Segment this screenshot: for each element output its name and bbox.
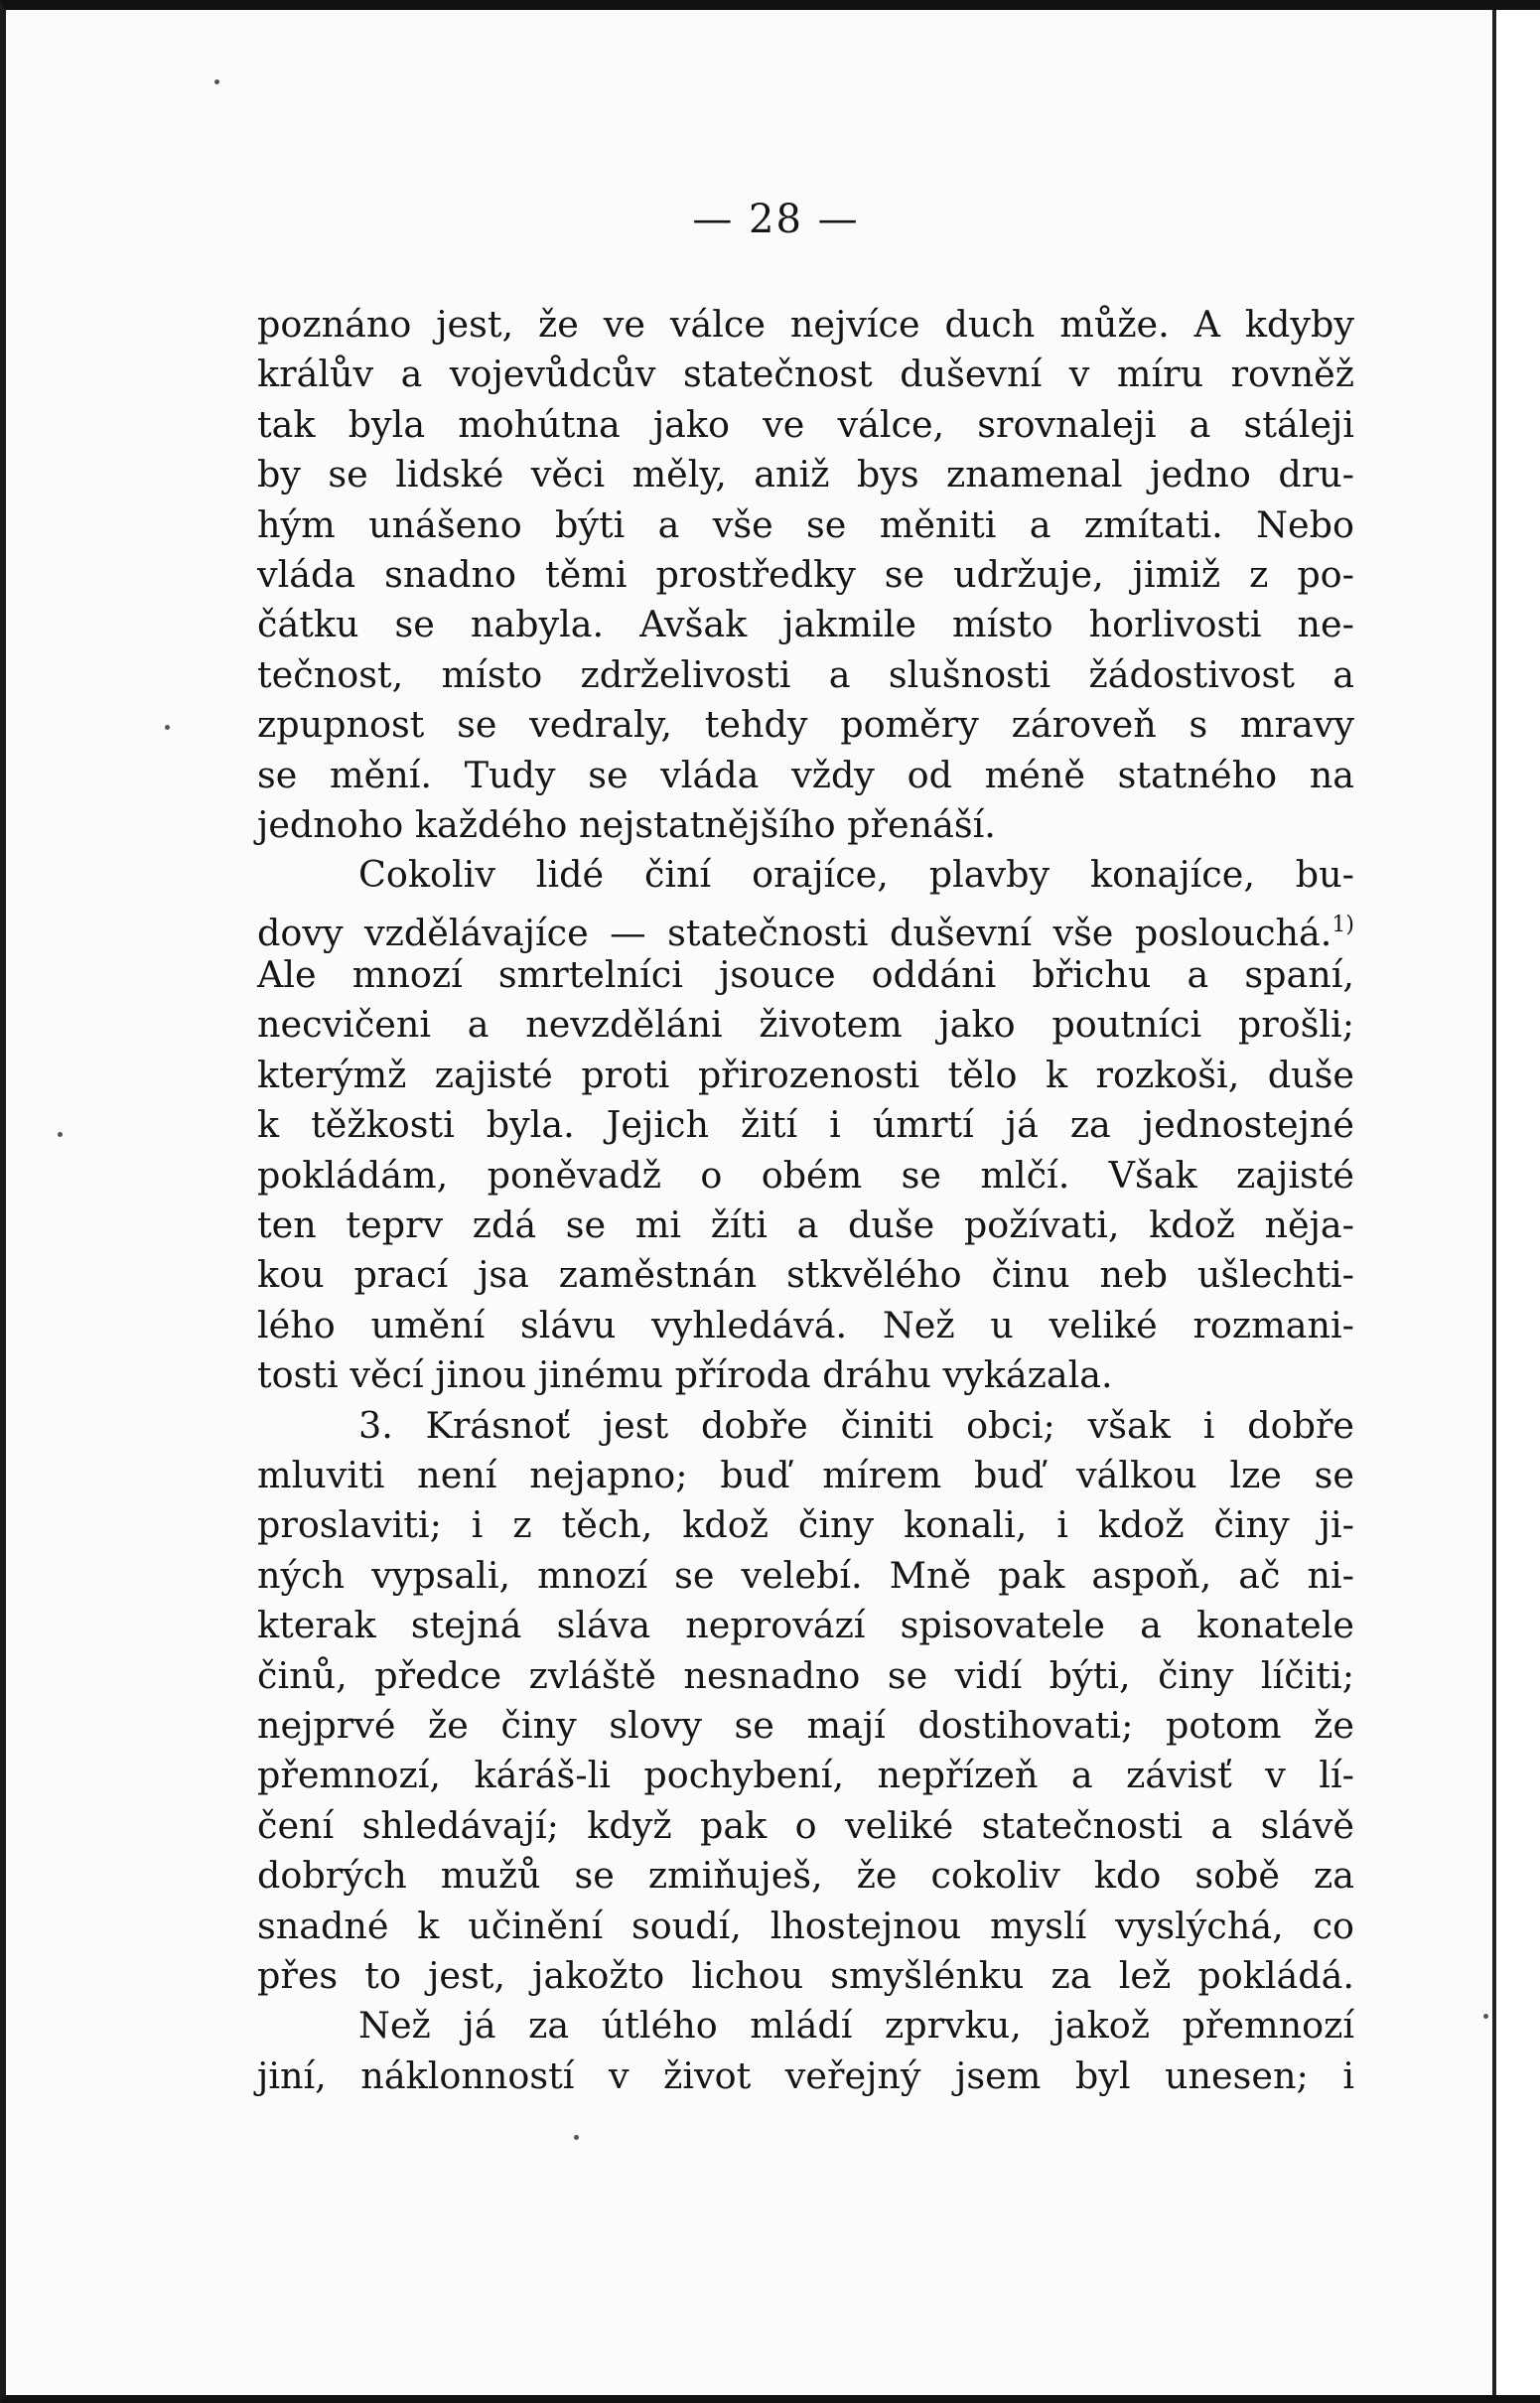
- text-line: přes to jest, jakožto lichou smyšlénku za lež pokládá.: [257, 1953, 1354, 1997]
- paper-speck: [58, 1132, 63, 1137]
- text-line: králův a vojevůdcův statečnost duševní v míru rovněž: [257, 353, 1354, 396]
- text-line: nejprvé že činy slovy se mají dostihovati; potom že: [257, 1703, 1354, 1747]
- paper-speck: [574, 2135, 579, 2140]
- text-line: pokládám, poněvadž o obém se mlčí. Však zajisté: [257, 1153, 1354, 1197]
- text-line: tečnost, místo zdrželivosti a slušnosti žádostivost a: [257, 652, 1354, 696]
- text-line: k těžkosti byla. Jejich žití i úmrtí já za jednostejné: [257, 1103, 1354, 1147]
- text-line: hým unášeno býti a vše se měniti a zmítati. Nebo: [257, 502, 1354, 546]
- text-line: čení shledávají; když pak o veliké statečnosti a slávě: [257, 1803, 1354, 1847]
- text-line: Ale mnozí smrtelníci jsouce oddáni břichu a spaní,: [257, 953, 1354, 997]
- text-line: lého umění slávu vyhledává. Než u veliké rozmani-: [257, 1303, 1354, 1346]
- text-line: jednoho každého nejstatnějšího přenáší.: [257, 802, 996, 846]
- text-line: ných vypsali, mnozí se velebí. Mně pak aspoň, ač ni-: [257, 1553, 1354, 1597]
- text-line: tak byla mohútna jako ve válce, srovnaleji a stáleji: [257, 402, 1354, 446]
- text-line: kterak stejná sláva neprovází spisovatele a konatele: [257, 1604, 1354, 1647]
- text-line: čátku se nabyla. Avšak jakmile místo horlivosti ne-: [257, 603, 1354, 646]
- text-line: proslaviti; i z těch, kdož činy konali, i kdož činy ji-: [257, 1503, 1354, 1547]
- text-line: poznáno jest, že ve válce nejvíce duch může. A kdyby: [257, 303, 1354, 346]
- text-line: jiní, náklonností v život veřejný jsem byl unesen; i: [257, 2053, 1354, 2097]
- text-line: mluviti není nejapno; buď mírem buď válkou lze se: [257, 1453, 1354, 1496]
- text-line: vláda snadno těmi prostředky se udržuje, jimiž z po-: [257, 552, 1354, 596]
- paper-speck: [165, 725, 170, 730]
- text-line: přemnozí, káráš-li pochybení, nepřízeň a závisť v lí-: [257, 1754, 1354, 1797]
- text-line: by se lidské věci měly, aniž bys znamenal jedno dru-: [257, 453, 1354, 496]
- paper-speck: [214, 79, 219, 84]
- text-line: Cokoliv lidé činí orajíce, plavby konajíce, bu-: [358, 853, 1354, 897]
- paper-speck: [1483, 2014, 1488, 2019]
- text-line-with-footnote: [257, 901, 1354, 954]
- text-line: ten teprv zdá se mi žíti a duše požívati, kdož něja-: [257, 1203, 1354, 1247]
- text-line: dobrých mužů se zmiňuješ, že cokoliv kdo sobě za: [257, 1854, 1354, 1898]
- text-line: Než já za útlého mládí zprvku, jakož přemnozí: [358, 2004, 1354, 2048]
- text-line: zpupnost se vedraly, tehdy poměry zároveň s mravy: [257, 703, 1354, 747]
- text-line: snadné k učinění soudí, lhostejnou myslí vyslýchá, co: [257, 1904, 1354, 1947]
- text-line: kterýmž zajisté proti přirozenosti tělo k rozkoši, duše: [257, 1053, 1354, 1096]
- text-line: činů, předce zvláště nesnadno se vidí býti, činy líčiti;: [257, 1653, 1354, 1697]
- footnote-mark: 1): [1331, 912, 1354, 937]
- body-text: [257, 300, 1354, 2101]
- text-line: 3. Krásnoť jest dobře činiti obci; však i dobře: [358, 1403, 1354, 1447]
- text-line-content: dovy vzdělávajíce — statečnosti duševní vše poslouchá.: [257, 911, 1332, 954]
- page-number: — 28 —: [692, 197, 860, 242]
- page-edge: [1492, 10, 1540, 2395]
- text-line: se mění. Tudy se vláda vždy od méně statného na: [257, 753, 1354, 796]
- text-line: kou prací jsa zaměstnán stkvělého činu neb ušlechti-: [257, 1253, 1354, 1297]
- text-line: tosti věcí jinou jinému příroda dráhu vykázala.: [257, 1353, 1113, 1397]
- text-line: necvičeni a nevzděláni životem jako poutníci prošli;: [257, 1003, 1354, 1047]
